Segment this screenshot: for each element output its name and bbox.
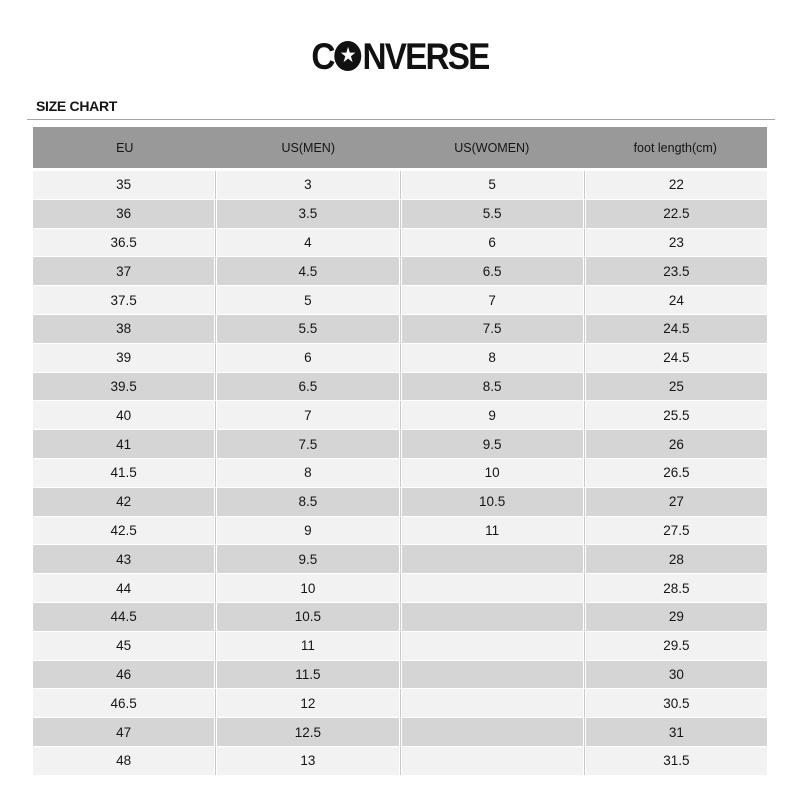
cell-us-women [399, 545, 583, 573]
table-row [33, 746, 767, 775]
column-header-us-women: US(WOMEN) [454, 140, 530, 155]
cell-eu: 36.5 [110, 234, 137, 250]
table-row [33, 314, 767, 343]
cell-us-women: 5 [399, 171, 583, 199]
cell-us-women [399, 661, 583, 689]
cell-eu: 41 [116, 436, 132, 452]
cell-foot-length: 28.5 [583, 574, 767, 602]
table-row [33, 228, 767, 257]
cell-us-women [399, 747, 583, 775]
cell-eu: 48 [116, 753, 132, 769]
cell-foot-length: 25.5 [583, 401, 767, 429]
converse-logo-text-right: NVERSE [362, 35, 489, 77]
column-header-foot-length: foot length(cm) [633, 140, 717, 155]
cell-eu: 47 [116, 724, 132, 740]
cell-eu: 39 [116, 350, 132, 366]
cell-us-women [399, 689, 583, 717]
cell-us-men: 4.5 [214, 257, 398, 285]
cell-us-men: 6.5 [214, 373, 398, 401]
cell-eu: 38 [116, 321, 132, 337]
converse-logo-text-left: C [311, 35, 334, 77]
cell-us-men: 9.5 [214, 545, 398, 573]
cell-foot-length: 22 [583, 171, 767, 199]
table-row [33, 717, 767, 746]
cell-us-women: 10 [399, 459, 583, 487]
table-header-row [33, 127, 767, 168]
cell-us-women [399, 632, 583, 660]
cell-foot-length: 24.5 [583, 315, 767, 343]
table-row [33, 171, 767, 199]
table-row [33, 285, 767, 314]
cell-us-women: 9.5 [399, 430, 583, 458]
cell-us-men: 5.5 [214, 315, 398, 343]
cell-foot-length: 27 [583, 488, 767, 516]
size-chart-table [33, 127, 767, 775]
table-row [33, 544, 767, 573]
cell-us-men: 13 [214, 747, 398, 775]
table-row [33, 688, 767, 717]
cell-eu: 37.5 [110, 292, 137, 308]
cell-eu: 35 [116, 177, 132, 193]
table-row [33, 573, 767, 602]
cell-us-men: 5 [214, 286, 398, 314]
cell-us-women: 5.5 [399, 200, 583, 228]
cell-foot-length: 25 [583, 373, 767, 401]
cell-us-men: 9 [214, 517, 398, 545]
cell-us-men: 3.5 [214, 200, 398, 228]
page-title: SIZE CHART [36, 98, 118, 114]
cell-us-men: 6 [214, 344, 398, 372]
cell-foot-length: 24.5 [583, 344, 767, 372]
size-table-body [33, 171, 767, 775]
cell-eu: 43 [116, 551, 132, 567]
table-row [33, 602, 767, 631]
cell-us-women: 7 [399, 286, 583, 314]
column-header-us-men: US(MEN) [281, 140, 335, 155]
cell-us-men: 3 [214, 171, 398, 199]
table-row [33, 199, 767, 228]
table-row [33, 631, 767, 660]
title-divider-rule [27, 119, 775, 120]
cell-us-men: 12.5 [214, 718, 398, 746]
cell-us-men: 11 [214, 632, 398, 660]
cell-us-women: 6.5 [399, 257, 583, 285]
cell-foot-length: 29.5 [583, 632, 767, 660]
table-row [33, 343, 767, 372]
cell-eu: 37 [116, 263, 132, 279]
cell-foot-length: 22.5 [583, 200, 767, 228]
cell-eu: 42 [116, 494, 132, 510]
cell-eu: 46.5 [110, 695, 137, 711]
cell-us-men: 8 [214, 459, 398, 487]
cell-us-men: 4 [214, 229, 398, 257]
cell-us-women [399, 718, 583, 746]
cell-us-women: 6 [399, 229, 583, 257]
cell-us-men: 11.5 [214, 661, 398, 689]
cell-foot-length: 24 [583, 286, 767, 314]
star-glyph: ★ [339, 43, 357, 67]
cell-eu: 46 [116, 666, 132, 682]
table-row [33, 660, 767, 689]
cell-us-men: 10.5 [214, 603, 398, 631]
cell-foot-length: 31.5 [583, 747, 767, 775]
cell-foot-length: 31 [583, 718, 767, 746]
table-row [33, 400, 767, 429]
cell-eu: 39.5 [110, 378, 137, 394]
cell-eu: 44.5 [110, 609, 137, 625]
converse-logo [40, 36, 760, 76]
cell-foot-length: 23 [583, 229, 767, 257]
cell-us-women: 8 [399, 344, 583, 372]
cell-us-women: 8.5 [399, 373, 583, 401]
cell-foot-length: 26.5 [583, 459, 767, 487]
cell-us-women [399, 574, 583, 602]
converse-star-icon [335, 41, 362, 71]
cell-us-women: 11 [399, 517, 583, 545]
cell-us-women: 9 [399, 401, 583, 429]
cell-eu: 41.5 [110, 465, 137, 481]
table-row [33, 372, 767, 401]
cell-foot-length: 27.5 [583, 517, 767, 545]
cell-us-women: 10.5 [399, 488, 583, 516]
cell-foot-length: 30.5 [583, 689, 767, 717]
table-row [33, 516, 767, 545]
cell-foot-length: 30 [583, 661, 767, 689]
cell-eu: 40 [116, 407, 132, 423]
table-row [33, 429, 767, 458]
cell-us-men: 12 [214, 689, 398, 717]
cell-us-men: 7 [214, 401, 398, 429]
cell-eu: 42.5 [110, 522, 137, 538]
table-row [33, 487, 767, 516]
cell-foot-length: 23.5 [583, 257, 767, 285]
cell-us-women [399, 603, 583, 631]
cell-us-men: 8.5 [214, 488, 398, 516]
cell-foot-length: 26 [583, 430, 767, 458]
cell-us-women: 7.5 [399, 315, 583, 343]
table-row [33, 256, 767, 285]
cell-eu: 45 [116, 638, 132, 654]
cell-eu: 44 [116, 580, 132, 596]
cell-us-men: 7.5 [214, 430, 398, 458]
column-header-eu: EU [116, 140, 134, 155]
cell-us-men: 10 [214, 574, 398, 602]
cell-eu: 36 [116, 206, 132, 222]
cell-foot-length: 29 [583, 603, 767, 631]
cell-foot-length: 28 [583, 545, 767, 573]
table-row [33, 458, 767, 487]
